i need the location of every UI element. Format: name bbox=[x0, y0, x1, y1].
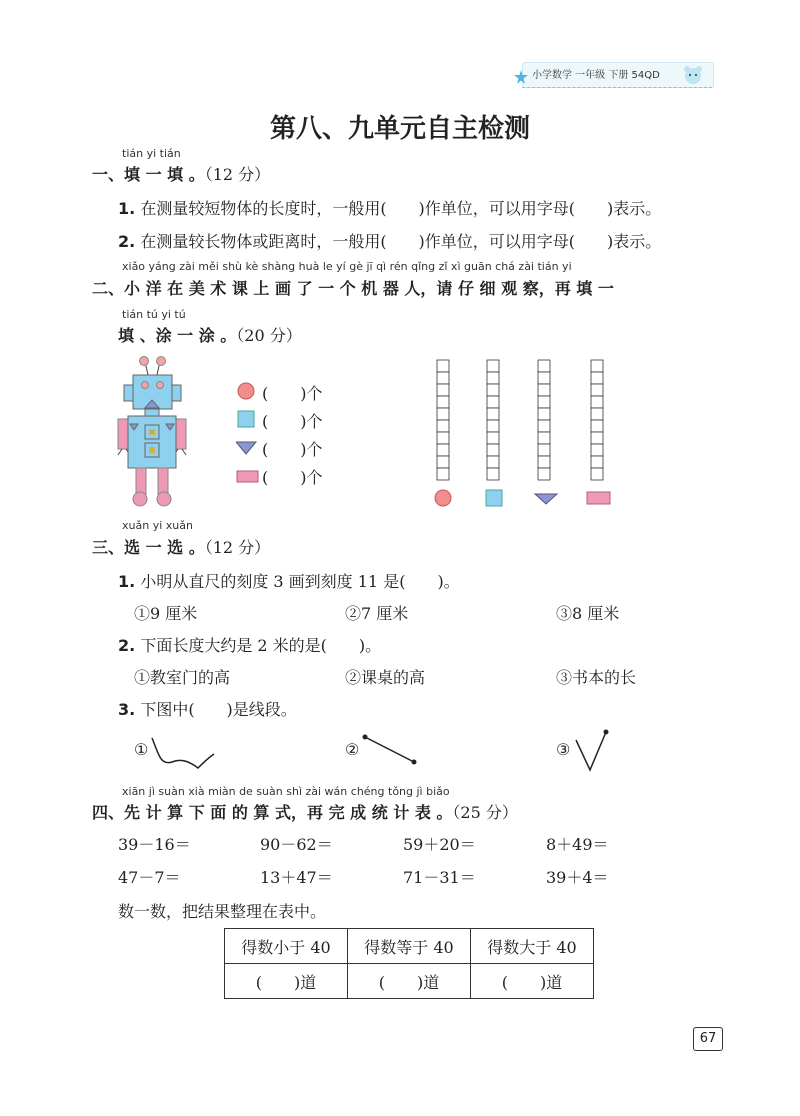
circle-count: ( )个 bbox=[262, 384, 323, 403]
calc-7: 71－31＝ bbox=[403, 868, 476, 887]
square-shape-icon bbox=[236, 410, 258, 428]
page-number: 67 bbox=[693, 1027, 723, 1051]
grid-cell bbox=[591, 372, 603, 384]
calc-3: 59＋20＝ bbox=[403, 835, 476, 854]
table-header: 得数小于 40 bbox=[225, 929, 348, 964]
calc-4: 8＋49＝ bbox=[546, 835, 609, 854]
grid-cell bbox=[437, 384, 449, 396]
table-header: 得数大于 40 bbox=[471, 929, 594, 964]
grid-cell bbox=[437, 408, 449, 420]
grid-cell bbox=[487, 420, 499, 432]
grid-cell bbox=[437, 432, 449, 444]
q1-option-2: ②7 厘米 bbox=[345, 604, 409, 623]
calc-1: 39－16＝ bbox=[118, 835, 191, 854]
grid-cell bbox=[487, 372, 499, 384]
line-option-3-label: ③ bbox=[556, 740, 571, 759]
broken-line-figure bbox=[572, 726, 612, 774]
triangle-count: ( )个 bbox=[262, 440, 323, 459]
q2-option-1: ①教室门的高 bbox=[134, 668, 231, 687]
grid-cell bbox=[591, 396, 603, 408]
square-count: ( )个 bbox=[262, 412, 323, 431]
grid-cell bbox=[538, 384, 550, 396]
grid-cell bbox=[487, 408, 499, 420]
line-option-2-label: ② bbox=[345, 740, 360, 759]
grid-cell bbox=[591, 360, 603, 372]
triangle-shape-icon bbox=[236, 440, 258, 458]
grid-cell bbox=[487, 444, 499, 456]
table-cell: ( )道 bbox=[471, 964, 594, 999]
robot-figure bbox=[110, 355, 190, 510]
grid-cell bbox=[591, 384, 603, 396]
grid-cell bbox=[538, 444, 550, 456]
calc-8: 39＋4＝ bbox=[546, 868, 609, 887]
table-row bbox=[225, 964, 594, 999]
calc-6: 13＋47＝ bbox=[260, 868, 333, 887]
grid-cell bbox=[591, 468, 603, 480]
calc-5: 47－7＝ bbox=[118, 868, 181, 887]
grid-cell bbox=[437, 372, 449, 384]
grid-cell bbox=[437, 396, 449, 408]
shape-count-bar-grid bbox=[428, 356, 618, 508]
grid-cell bbox=[538, 432, 550, 444]
grid-cell bbox=[538, 372, 550, 384]
section3-heading: 三、选 一 选 。（12 分） bbox=[92, 538, 271, 557]
header-text: 小学数学 一年级 下册 54QD bbox=[532, 70, 660, 81]
statistics-table bbox=[224, 928, 594, 999]
section2-heading-2: 填 、涂 一 涂 。（20 分） bbox=[118, 326, 302, 345]
grid-cell bbox=[487, 432, 499, 444]
section4-heading: 四、先 计 算 下 面 的 算 式，再 完 成 统 计 表 。（25 分） bbox=[92, 803, 518, 822]
rectangle-shape-icon bbox=[236, 469, 260, 485]
page-title: 第八、九单元自主检测 bbox=[269, 114, 530, 144]
star-icon bbox=[514, 70, 528, 84]
grid-cell bbox=[487, 456, 499, 468]
grid-cell bbox=[437, 468, 449, 480]
section2-pinyin-1: xiǎo yáng zài měi shù kè shàng huà le yí gè jī qì rén qǐng zǐ xì guān chá zài tián yi bbox=[122, 260, 572, 273]
q1-option-1: ①9 厘米 bbox=[134, 604, 198, 623]
section3-question-2: 2. 下面长度大约是 2 米的是( )。 bbox=[118, 636, 382, 655]
grid-cell bbox=[591, 432, 603, 444]
bear-mascot-icon bbox=[682, 64, 704, 86]
section1-question-1: 1. 在测量较短物体的长度时，一般用( )作单位，可以用字母( )表示。 bbox=[118, 199, 662, 218]
q2-option-3: ③书本的长 bbox=[556, 668, 637, 687]
calc-2: 90－62＝ bbox=[260, 835, 333, 854]
grid-cell bbox=[538, 396, 550, 408]
grid-cell bbox=[538, 468, 550, 480]
table-header-row bbox=[225, 929, 594, 964]
grid-cell bbox=[487, 384, 499, 396]
grid-cell bbox=[487, 360, 499, 372]
grid-cell bbox=[538, 360, 550, 372]
table-cell: ( )道 bbox=[348, 964, 471, 999]
grid-cell bbox=[437, 456, 449, 468]
section1-heading: 一、填 一 填 。（12 分） bbox=[92, 165, 271, 184]
section1-question-2: 2. 在测量较长物体或距离时，一般用( )作单位，可以用字母( )表示。 bbox=[118, 232, 662, 251]
section2-pinyin-2: tián tú yi tú bbox=[122, 308, 186, 321]
line-segment-figure bbox=[360, 732, 420, 768]
grid-cell bbox=[437, 420, 449, 432]
grid-cell bbox=[538, 456, 550, 468]
grid-cell bbox=[591, 444, 603, 456]
line-option-1-label: ① bbox=[134, 740, 149, 759]
section2-heading-1: 二、小 洋 在 美 术 课 上 画 了 一 个 机 器 人，请 仔 细 观 察，再 填 一 bbox=[92, 279, 614, 298]
curved-line-figure bbox=[150, 732, 216, 772]
grid-cell bbox=[591, 456, 603, 468]
circle-shape-icon bbox=[236, 382, 258, 400]
section3-pinyin: xuǎn yi xuǎn bbox=[122, 519, 193, 532]
header-divider bbox=[522, 87, 712, 88]
section1-pinyin: tián yi tián bbox=[122, 147, 181, 160]
grid-cell bbox=[591, 420, 603, 432]
q1-option-3: ③8 厘米 bbox=[556, 604, 620, 623]
grid-cell bbox=[487, 468, 499, 480]
section3-question-3: 3. 下图中( )是线段。 bbox=[118, 700, 297, 719]
q2-option-2: ②课桌的高 bbox=[345, 668, 426, 687]
table-header: 得数等于 40 bbox=[348, 929, 471, 964]
grid-cell bbox=[487, 396, 499, 408]
grid-cell bbox=[538, 408, 550, 420]
grid-cell bbox=[538, 420, 550, 432]
grid-cell bbox=[437, 444, 449, 456]
rectangle-count: ( )个 bbox=[262, 468, 323, 487]
table-cell: ( )道 bbox=[225, 964, 348, 999]
table-instruction: 数一数，把结果整理在表中。 bbox=[118, 902, 327, 921]
grid-cell bbox=[591, 408, 603, 420]
grid-cell bbox=[437, 360, 449, 372]
section3-question-1: 1. 小明从直尺的刻度 3 画到刻度 11 是( )。 bbox=[118, 572, 460, 591]
section4-pinyin: xiān jì suàn xià miàn de suàn shì zài wán chéng tǒng jì biǎo bbox=[122, 785, 450, 798]
